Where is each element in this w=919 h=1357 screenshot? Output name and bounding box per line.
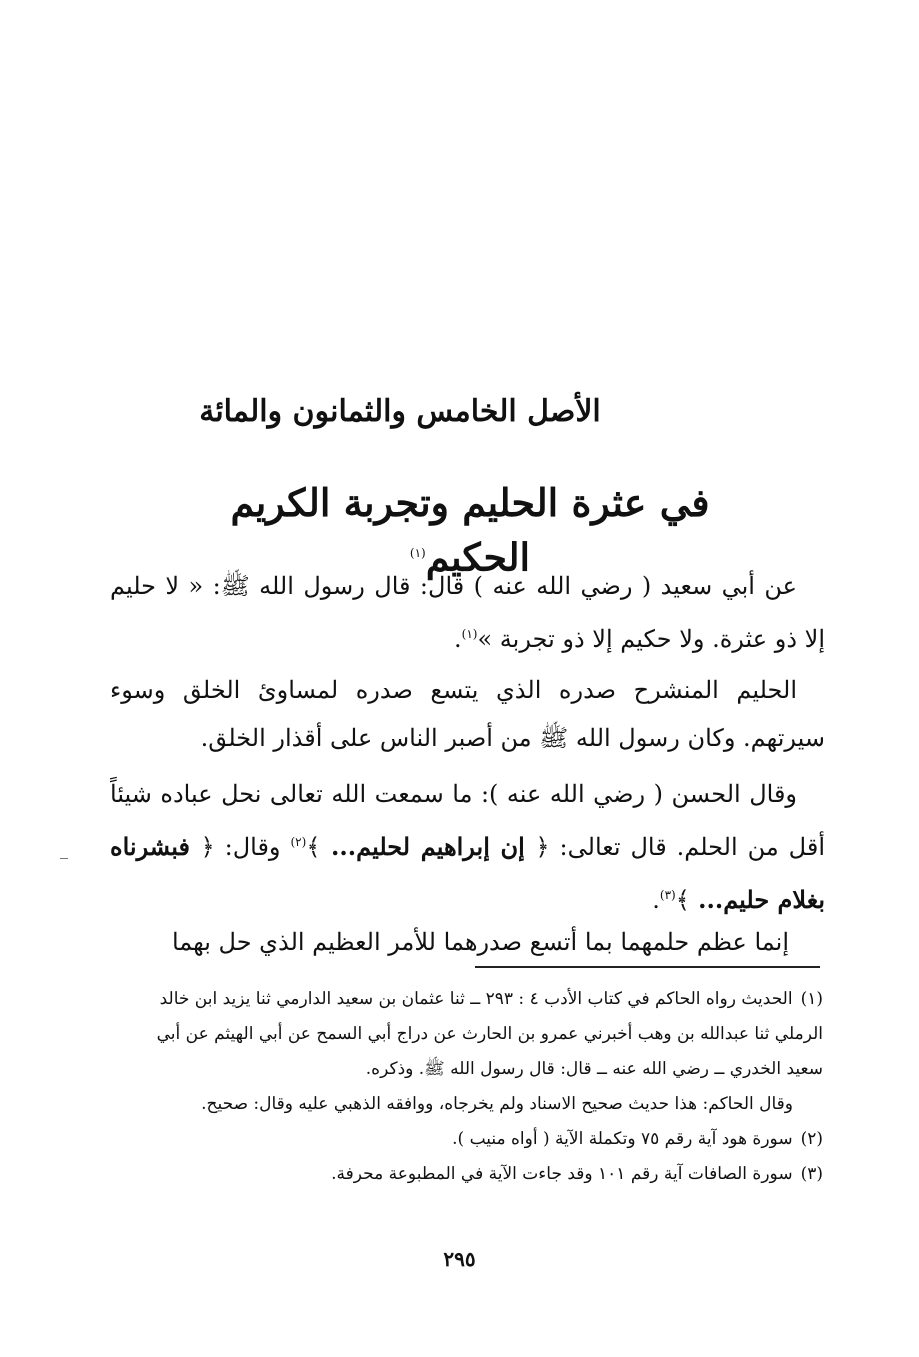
footnote-number: (٢) xyxy=(800,1129,823,1149)
paragraph-end: . xyxy=(454,625,462,653)
paragraph-text: عن أبي سعيد ( رضي الله عنه ) قال: قال رسول الله ﷺ: « لا حليم إلا ذو عثرة. ولا حكيم إلا ذو تجربة » xyxy=(110,572,825,653)
verse-open-bracket: ﴿ xyxy=(200,833,215,861)
footnote-number: (١) xyxy=(800,989,823,1009)
paragraph-closing xyxy=(110,918,825,966)
margin-mark xyxy=(60,858,68,859)
paragraph-end: . xyxy=(652,886,660,914)
chapter-title-text: الأصل الخامس والثمانون والمائة xyxy=(199,394,601,429)
quran-verse-2: فبشرناه بغلام حليم... xyxy=(110,832,825,914)
paragraph-text-end: وقال: xyxy=(224,833,291,861)
footnote-ref-1: (١) xyxy=(461,627,478,641)
verse-close-bracket: ﴾ xyxy=(675,886,690,914)
paragraph-hasan xyxy=(110,770,825,924)
footnote-number: (٣) xyxy=(800,1164,823,1184)
section-title-text: في عثرة الحليم وتجربة الكريم الحكيم xyxy=(230,480,710,580)
verse-close-bracket: ﴾ xyxy=(306,833,321,861)
footnote-text: سورة هود آية رقم ٧٥ وتكملة الآية ( أواه منيب ). xyxy=(452,1129,793,1149)
paragraph-halim xyxy=(110,666,825,762)
footnote-text: سورة الصافات آية رقم ١٠١ وقد جاءت الآية في المطبوعة محرفة. xyxy=(331,1164,793,1184)
footnote-2 xyxy=(118,1122,823,1157)
quran-verse-1: إن إبراهيم لحليم... xyxy=(320,832,536,861)
footnote-separator xyxy=(475,966,820,968)
footnotes xyxy=(118,982,823,1192)
footnote-ref-2: (٢) xyxy=(290,835,307,849)
page-number xyxy=(400,1244,519,1274)
paragraph-text: إنما عظم حلمهما بما أتسع صدرهما للأمر العظيم الذي حل بهما xyxy=(171,928,789,956)
footnote-1-continued xyxy=(118,1087,823,1122)
paragraph-text: الحليم المنشرح صدره الذي يتسع صدره لمساوئ الخلق وسوء سيرتهم. وكان رسول الله ﷺ من أصبر الناس على أقذار الخلق. xyxy=(110,676,825,752)
footnote-text: وقال الحاكم: هذا حديث صحيح الاسناد ولم يخرجاه، ووافقه الذهبي عليه وقال: صحيح. xyxy=(201,1094,793,1114)
chapter-title xyxy=(120,390,680,434)
page-number-text: ٢٩٥ xyxy=(443,1247,476,1271)
footnote-ref-3: (٣) xyxy=(659,888,676,902)
paragraph-text: وقال الحسن ( رضي الله عنه ): ما سمعت الله تعالى نحل عباده شيئاً أقل من الحلم. قال تعالى: ﴿ xyxy=(110,780,825,861)
footnote-text: الحديث رواه الحاكم في كتاب الأدب ٤ : ٢٩٣ ــ ثنا عثمان بن سعيد الدارمي ثنا يزيد ابن خالد الرملي ثنا عبدالله بن وهب أخبرني عمرو بن الحارث عن دراج أبي السمح عن أبي الهيثم عن أبي سعيد الخدري ــ رضي الله عنه ــ قال: قال رسول الله ﷺ. وذكره. xyxy=(156,989,823,1079)
section-title-footnote-mark: (١) xyxy=(409,546,426,560)
footnote-1 xyxy=(118,982,823,1087)
footnote-3 xyxy=(118,1157,823,1192)
paragraph-hadith xyxy=(110,562,825,663)
